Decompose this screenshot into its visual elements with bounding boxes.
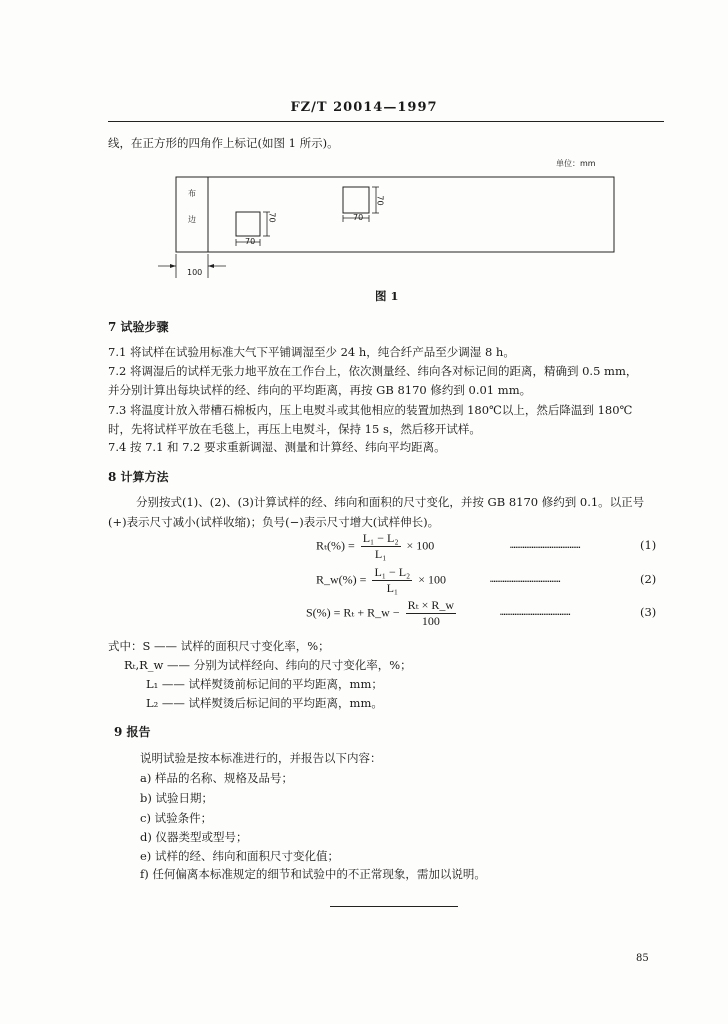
formula-1-denominator: L₁ (374, 547, 387, 561)
section-8-title: 8 计算方法 (108, 470, 169, 484)
figure-unit: 单位：mm (556, 159, 596, 168)
dim-label-100: 100 (187, 268, 203, 277)
where-line-3: L₂ —— 试样熨烫后标记间的平均距离，mm。 (146, 696, 383, 710)
header-rule (108, 121, 664, 122)
figure-caption: 图 1 (375, 289, 399, 303)
selvage-label-bottom: 边 (188, 215, 196, 224)
formula-2-denominator: L₁ (386, 581, 399, 595)
para-7-4: 7.4 按 7.1 和 7.2 要求重新调湿、测量和计算经、纬向平均距离。 (108, 440, 446, 454)
report-item-f: f) 任何偏离本标准规定的细节和试验中的不正常现象，需加以说明。 (140, 867, 486, 881)
formula-3-numerator: Rₜ × R_w (407, 598, 455, 612)
para-7-2-line1: 7.2 将调湿后的试样无张力地平放在工作台上，依次测量经、纬向各对标记间的距离，精确到 0.5 mm， (108, 364, 638, 378)
formula-1-number: (1) (640, 538, 657, 552)
formula-3-lhs: S(%) = Rₜ + R_w − (306, 605, 400, 620)
formula-1-lhs: Rₜ(%) = (316, 538, 355, 553)
end-rule (330, 906, 458, 907)
formula-3-leader: ………………………………… (500, 608, 571, 618)
para-7-1: 7.1 将试样在试验用标准大气下平铺调湿至少 24 h，纯合纤产品至少调湿 8 h。 (108, 345, 515, 359)
dim-label-left-vertical: 70 (267, 212, 277, 223)
intro-line: 线，在正方形的四角作上标记(如图 1 所示)。 (108, 136, 339, 150)
formula-2-leader: ………………………………… (490, 575, 561, 585)
formula-3 (306, 598, 459, 629)
where-line-0: 式中：S —— 试样的面积尺寸变化率，%； (108, 639, 330, 653)
selvage-label-top: 布 (188, 189, 196, 198)
para-7-3-line1: 7.3 将温度计放入带槽石棉板内，压上电熨斗或其他相应的装置加热到 180℃以上，然后降温到 180℃ (108, 403, 633, 417)
where-line-1: Rₜ,R_w —— 分别为试样经向、纬向的尺寸变化率，%； (124, 658, 412, 672)
formula-1-multiplier: × 100 (406, 538, 435, 553)
dim-label-right-vertical: 70 (375, 195, 385, 206)
formula-2-lhs: R_w(%) = (316, 572, 367, 587)
para-8-line2: (+)表示尺寸减小(试样收缩)；负号(−)表示尺寸增大(试样伸长)。 (108, 515, 440, 529)
dim-label-right-horizontal: 70 (353, 213, 364, 222)
report-item-b: b) 试验日期； (140, 791, 214, 805)
document-header: FZ/T 20014—1997 (290, 100, 438, 115)
formula-1 (316, 531, 434, 562)
fabric-outline (176, 177, 614, 252)
report-intro: 说明试验是按本标准进行的，并报告以下内容： (140, 751, 382, 765)
page-number: 85 (636, 953, 649, 964)
report-item-a: a) 样品的名称、规格及品号； (140, 771, 293, 785)
para-7-2-line2: 并分别计算出每块试样的经、纬向的平均距离，再按 GB 8170 修约到 0.01 mm。 (108, 383, 532, 397)
report-item-c: c) 试验条件； (140, 811, 213, 825)
formula-2 (316, 565, 446, 596)
report-item-d: d) 仪器类型或型号； (140, 830, 248, 844)
formula-2-number: (2) (640, 572, 657, 586)
section-7-title: 7 试验步骤 (108, 320, 169, 334)
formula-2-multiplier: × 100 (418, 572, 447, 587)
report-item-e: e) 试样的经、纬向和面积尺寸变化值； (140, 849, 339, 863)
para-8-line1: 分别按式(1)、(2)、(3)计算试样的经、纬向和面积的尺寸变化，并按 GB 8170 修约到 0.1。以正号 (136, 495, 645, 509)
formula-1-leader: ………………………………… (510, 541, 581, 551)
marking-square-right (343, 187, 369, 213)
para-7-3-line2: 时，先将试样平放在毛毯上，再压上电熨斗，保持 15 s，然后移开试样。 (108, 422, 481, 436)
where-line-2: L₁ —— 试样熨烫前标记间的平均距离，mm； (146, 677, 383, 691)
marking-square-left (236, 212, 260, 236)
formula-2-numerator: L₁ − L₂ (374, 565, 411, 579)
dim-label-left-horizontal: 70 (245, 237, 256, 246)
section-9-title: 9 报告 (114, 725, 151, 739)
formula-1-numerator: L₁ − L₂ (362, 531, 399, 545)
formula-3-number: (3) (640, 605, 657, 619)
figure-1-diagram (150, 170, 630, 282)
formula-3-denominator: 100 (421, 614, 440, 628)
